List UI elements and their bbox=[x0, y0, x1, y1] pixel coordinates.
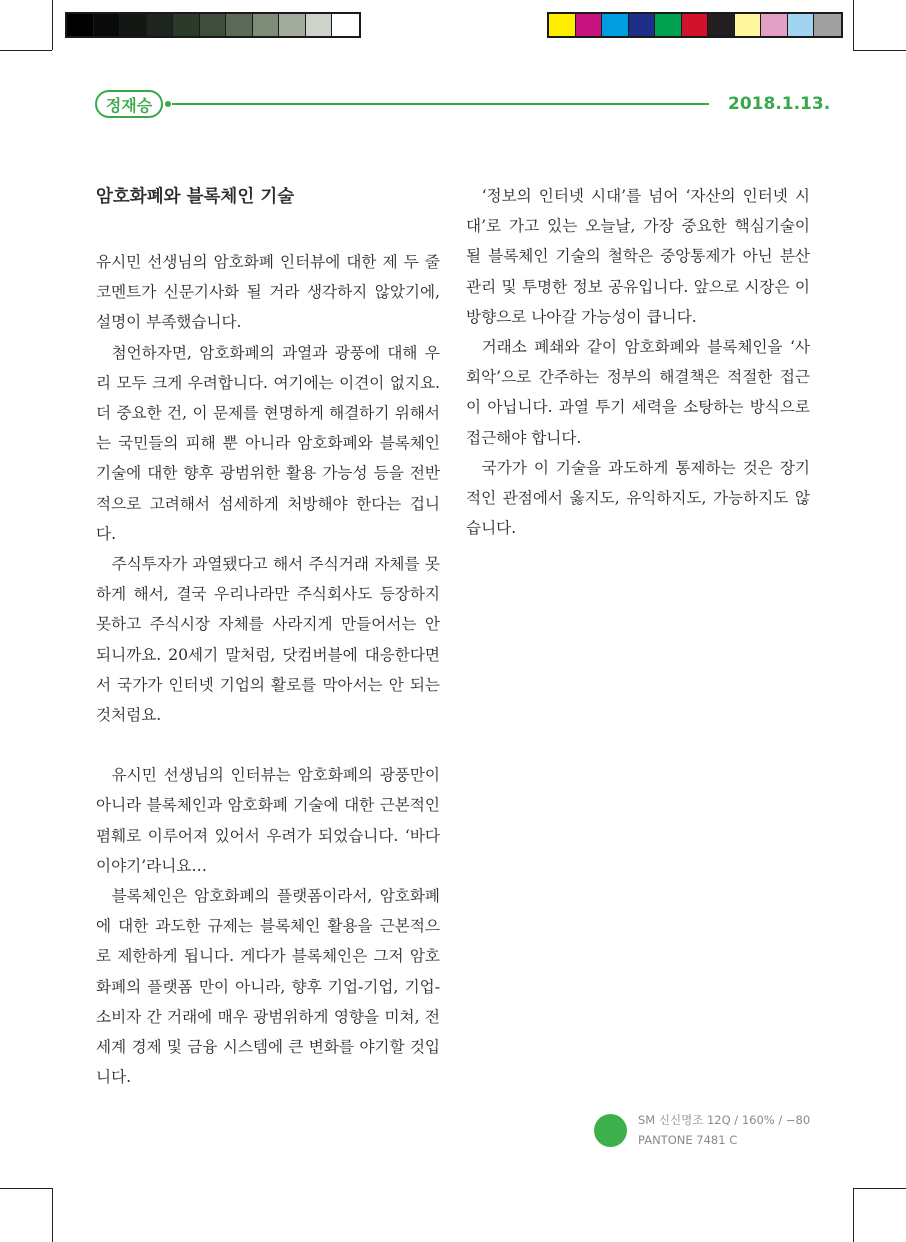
color-swatch bbox=[708, 14, 735, 36]
color-swatch bbox=[761, 14, 788, 36]
crop-mark-bottom-right-v bbox=[853, 1188, 854, 1242]
paragraph: 블록체인은 암호화폐의 플랫폼이라서, 암호화폐에 대한 과도한 규제는 블록체인 활용을 근본적으로 제한하게 됩니다. 게다가 블록체인은 그저 암호화폐의 플랫폼 만이 아니라, 향후 기업-기업, 기업-소비자 간 거래에 매우 광범위하게 영향을 미쳐, 전세계 경제 및 금융 시스템에 큰 변화를 야기할 것입니다. bbox=[96, 887, 440, 1087]
color-swatch bbox=[655, 14, 682, 36]
paragraph: 첨언하자면, 암호화폐의 과열과 광풍에 대해 우리 모두 크게 우려합니다. 여기에는 이견이 없지요. 더 중요한 건, 이 문제를 현명하게 해결하기 위해서는 국민들의 피해 뿐 아니라 암호화폐와 블록체인 기술에 대한 향후 광범위한 활용 가능성 등을 전반적으로 고려해서 섬세하게 처방해야 한다는 겁니다. bbox=[96, 343, 440, 543]
color-swatch bbox=[253, 14, 280, 36]
color-swatch bbox=[94, 14, 121, 36]
color-swatch bbox=[788, 14, 815, 36]
color-swatch bbox=[576, 14, 603, 36]
color-swatch bbox=[682, 14, 709, 36]
spec-font-line: SM 신신명조 12Q / 160% / −80 bbox=[638, 1113, 811, 1127]
section-spacer bbox=[96, 730, 440, 760]
color-swatch bbox=[173, 14, 200, 36]
author-name: 정재승 bbox=[105, 95, 153, 115]
color-swatch bbox=[735, 14, 762, 36]
color-swatch bbox=[120, 14, 147, 36]
title-spacer bbox=[96, 213, 440, 247]
color-swatch bbox=[147, 14, 174, 36]
color-swatch bbox=[332, 14, 359, 36]
color-swatch bbox=[629, 14, 656, 36]
crop-mark-bottom-left-h bbox=[0, 1188, 52, 1189]
crop-mark-top-right-v bbox=[853, 0, 854, 50]
crop-mark-top-right-h bbox=[853, 50, 906, 51]
color-swatch bbox=[549, 14, 576, 36]
crop-mark-bottom-right-h bbox=[853, 1188, 906, 1189]
right-column bbox=[466, 181, 810, 543]
author-badge bbox=[95, 90, 163, 118]
paragraph: ‘정보의 인터넷 시대’를 넘어 ‘자산의 인터넷 시대’로 가고 있는 오늘날, 가장 중요한 핵심기술이 될 블록체인 기술의 철학은 중앙통제가 아닌 분산관리 및 투명한 정보 공유입니다. 앞으로 시장은 이 방향으로 나아갈 가능성이 큽니다. bbox=[466, 187, 810, 326]
color-swatch bbox=[306, 14, 333, 36]
header-rule bbox=[172, 103, 709, 105]
grayscale-color-bar bbox=[65, 12, 361, 38]
article-title: 암호화폐와 블록체인 기술 bbox=[96, 187, 295, 207]
paragraph: 거래소 폐쇄와 같이 암호화폐와 블록체인을 ‘사회악’으로 간주하는 정부의 해결책은 적절한 접근이 아닙니다. 과열 투기 세력을 소탕하는 방식으로 접근해야 합니다. bbox=[466, 338, 810, 447]
crop-mark-top-left-h bbox=[0, 50, 52, 51]
color-swatch bbox=[200, 14, 227, 36]
header-date: 2018.1.13. bbox=[728, 94, 831, 114]
color-swatch bbox=[602, 14, 629, 36]
color-swatch bbox=[279, 14, 306, 36]
crop-mark-bottom-left-v bbox=[52, 1188, 53, 1242]
color-swatch bbox=[226, 14, 253, 36]
print-spec bbox=[638, 1110, 810, 1150]
process-color-bar bbox=[547, 12, 843, 38]
pantone-color-dot bbox=[594, 1114, 627, 1147]
left-column bbox=[96, 181, 440, 1092]
paragraph: 주식투자가 과열됐다고 해서 주식거래 자체를 못하게 해서, 결국 우리나라만 주식회사도 등장하지 못하고 주식시장 자체를 사라지게 만들어서는 안 되니까요. 20세기 말처럼, 닷컴버블에 대응한다면서 국가가 인터넷 기업의 활로를 막아서는 안 되는 것처럼요. bbox=[96, 555, 440, 725]
paragraph: 국가가 이 기술을 과도하게 통제하는 것은 장기적인 관점에서 옳지도, 유익하지도, 가능하지도 않습니다. bbox=[466, 458, 810, 538]
spec-pantone-line: PANTONE 7481 C bbox=[638, 1133, 738, 1147]
paragraph: 유시민 선생님의 암호화폐 인터뷰에 대한 제 두 줄 코멘트가 신문기사화 될 거라 생각하지 않았기에, 설명이 부족했습니다. bbox=[96, 253, 440, 332]
color-swatch bbox=[814, 14, 841, 36]
crop-mark-top-left-v bbox=[52, 0, 53, 50]
paragraph: 유시민 선생님의 인터뷰는 암호화폐의 광풍만이 아니라 블록체인과 암호화폐 기술에 대한 근본적인 폄훼로 이루어져 있어서 우려가 되었습니다. ‘바다이야기’라니요… bbox=[96, 766, 440, 875]
color-swatch bbox=[67, 14, 94, 36]
